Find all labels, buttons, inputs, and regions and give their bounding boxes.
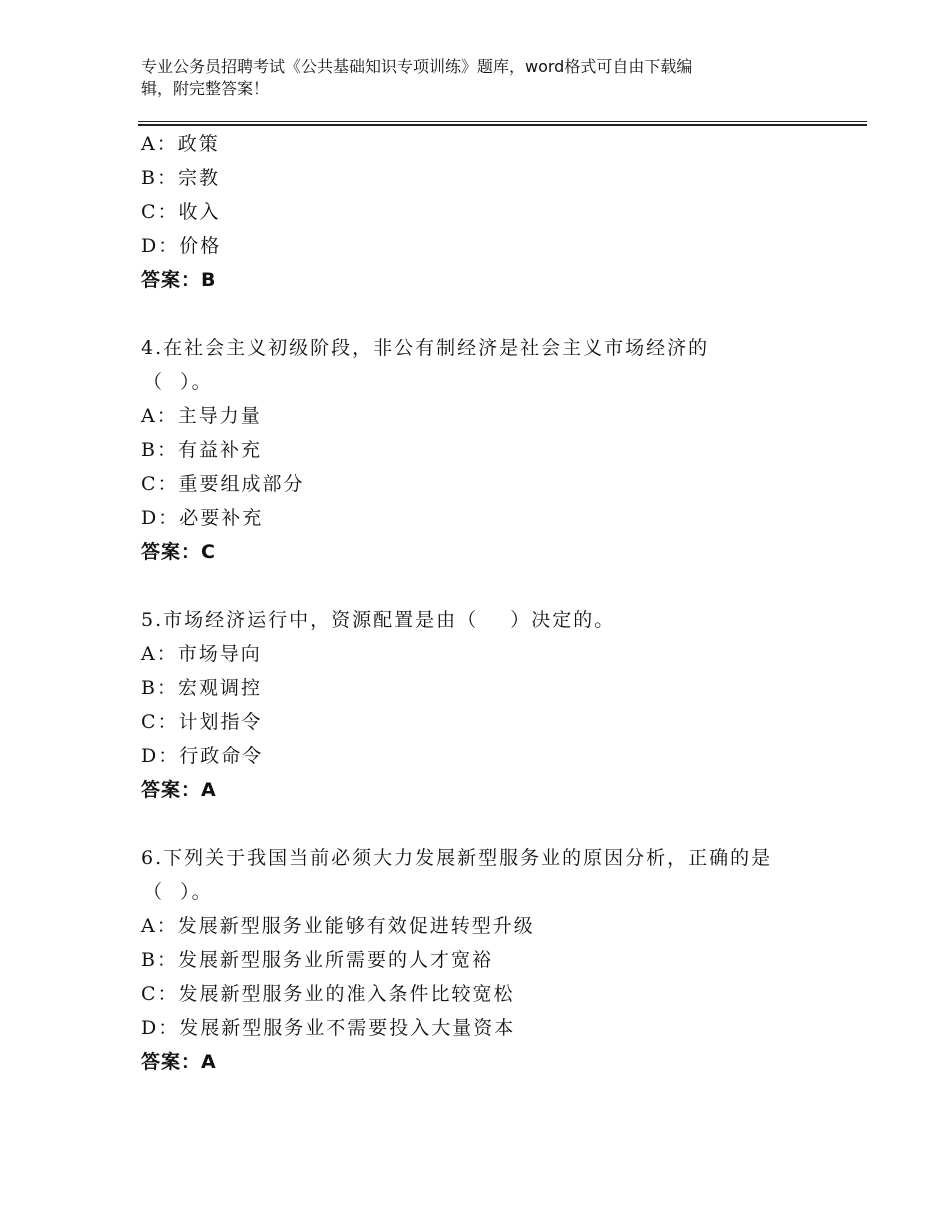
spacer <box>141 569 841 603</box>
question-stem-continued: （ ）。 <box>143 371 213 393</box>
header-line-2: 辑，附完整答案！ <box>141 79 270 98</box>
page-header <box>141 56 791 100</box>
option-a: A：主导力量 <box>141 405 262 427</box>
answer: 答案：A <box>141 1051 217 1073</box>
option-a: A：市场导向 <box>141 643 262 665</box>
option-b: B：有益补充 <box>141 439 262 461</box>
option-b: B：宏观调控 <box>141 677 262 699</box>
question-stem-continued: （ ）。 <box>143 881 213 903</box>
question-stem: 6.下列关于我国当前必须大力发展新型服务业的原因分析，正确的是 <box>141 847 773 869</box>
option-a: A：政策 <box>141 133 220 155</box>
option-c: C：计划指令 <box>141 711 263 733</box>
option-d: D：必要补充 <box>141 507 264 529</box>
header-divider-thin <box>138 121 867 122</box>
question-3 <box>141 127 841 297</box>
question-5 <box>141 603 841 807</box>
spacer <box>141 297 841 331</box>
question-stem: 5.市场经济运行中，资源配置是由（ ）决定的。 <box>141 609 616 631</box>
answer: 答案：C <box>141 541 216 563</box>
spacer <box>141 807 841 841</box>
option-b: B：发展新型服务业所需要的人才宽裕 <box>141 949 493 971</box>
question-4 <box>141 331 841 569</box>
option-d: D：发展新型服务业不需要投入大量资本 <box>141 1017 516 1039</box>
question-list <box>141 127 841 1079</box>
header-divider-thick <box>138 124 867 126</box>
option-c: C：发展新型服务业的准入条件比较宽松 <box>141 983 515 1005</box>
question-6 <box>141 841 841 1079</box>
option-d: D：价格 <box>141 235 222 257</box>
question-stem: 4.在社会主义初级阶段，非公有制经济是社会主义市场经济的 <box>141 337 710 359</box>
answer: 答案：B <box>141 269 217 291</box>
answer: 答案：A <box>141 779 217 801</box>
option-a: A：发展新型服务业能够有效促进转型升级 <box>141 915 535 937</box>
option-c: C：收入 <box>141 201 221 223</box>
option-b: B：宗教 <box>141 167 220 189</box>
option-d: D：行政命令 <box>141 745 264 767</box>
header-line-1: 专业公务员招聘考试《公共基础知识专项训练》题库，word格式可自由下载编 <box>141 57 693 76</box>
option-c: C：重要组成部分 <box>141 473 305 495</box>
